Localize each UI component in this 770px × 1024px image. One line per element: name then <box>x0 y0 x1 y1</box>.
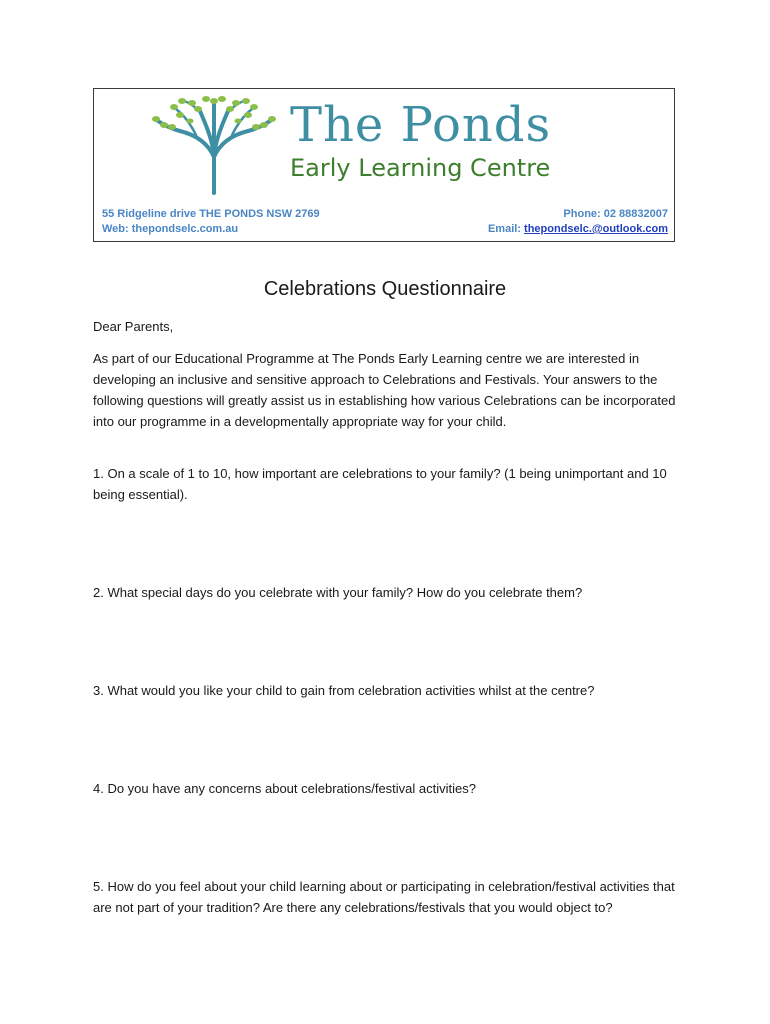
greeting: Dear Parents, <box>93 319 174 334</box>
letterhead <box>93 88 675 242</box>
logo <box>146 93 626 197</box>
tree-icon <box>150 95 278 195</box>
phone-number: Phone: 02 88832007 <box>563 208 668 220</box>
email-link[interactable]: thepondselc.@outlook.com <box>524 223 668 235</box>
document-title: Celebrations Questionnaire <box>263 278 507 300</box>
street-address: 55 Ridgeline drive THE PONDS NSW 2769 <box>102 208 320 220</box>
logo-subtitle: Early Learning Centre <box>290 154 551 182</box>
contact-block <box>488 207 668 237</box>
question-2: 2. What special days do you celebrate with your family? How do you celebrate them? <box>93 585 583 600</box>
website: Web: thepondselc.com.au <box>102 223 239 235</box>
intro-paragraph: As part of our Educational Programme at The Ponds Early Learning centre we are interested in developing an inclusive and sensitive approach to Celebrations and Festivals. Your answers to the following questions will greatly assist us in establishing how various Celebrations can be incorporated into our programme in a developmentally appropriate way for your child. <box>93 351 676 429</box>
email-label: Email: <box>487 223 525 235</box>
email-line <box>488 222 668 237</box>
question-1: 1. On a scale of 1 to 10, how important are celebrations to your family? (1 being unimportant and 10 being essential). <box>93 466 667 502</box>
address-block <box>102 207 320 237</box>
question-5: 5. How do you feel about your child learning about or participating in celebration/festival activities that are not part of your tradition? Are there any celebrations/festivals that you would object to? <box>93 879 675 915</box>
question-3: 3. What would you like your child to gain from celebration activities whilst at the centre? <box>93 683 595 698</box>
question-4: 4. Do you have any concerns about celebrations/festival activities? <box>93 781 476 796</box>
logo-title: The Ponds <box>290 97 552 153</box>
